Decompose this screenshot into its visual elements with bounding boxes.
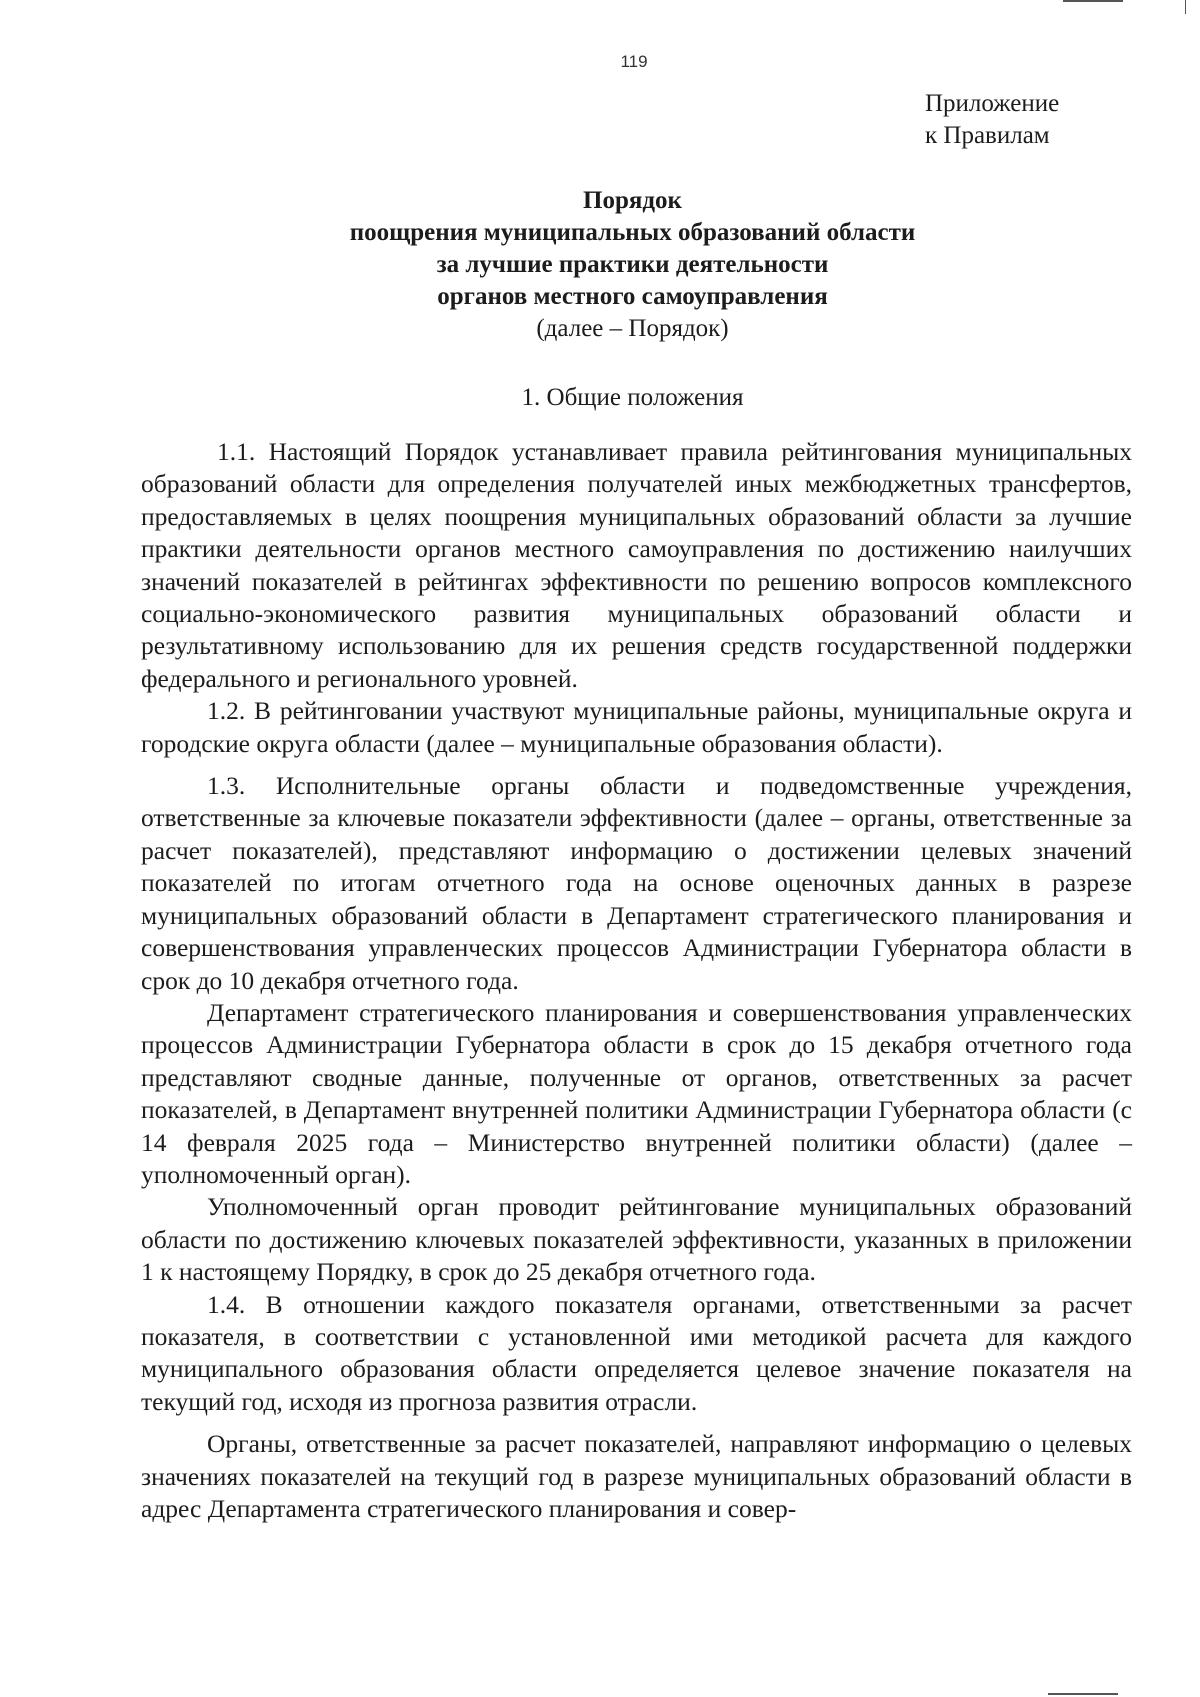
scan-artifact-edge (1185, 0, 1186, 14)
paragraph-authorized-body: Уполномоченный орган проводит рейтингование муниципальных образований области по достижению ключевых показателей эффективности, указанных в приложении 1 к настоящему Порядку, в срок до 25 декабря отчетного года. (141, 1192, 1132, 1287)
title-line-5: (далее – Порядок) (536, 315, 729, 342)
paragraph-responsible-bodies: Органы, ответственные за расчет показателей, направляют информацию о целевых значениях показателей на текущий год в разрезе муниципальных образований области в адрес Департамента стратегического планирования и совер- (141, 1429, 1132, 1523)
paragraph-1-1: 1.1. Настоящий Порядок устанавливает правила рейтингования муниципальных образований области для определения получателей иных межбюджетных трансфертов, предоставляемых в целях поощрения муниципальных образований области за лучшие практики деятельности органов местного самоуправления по достижению наилучших значений показателей в рейтингах эффективности по решению вопросов комплексного социально-экономического развития муниципальных образований области и результативному использованию для их решения средств государственной поддержки федерального и регионального уровней. (141, 437, 1132, 693)
paragraph-department: Департамент стратегического планирования и совершенствования управленческих процессов Администрации Губернатора области в срок до 15 декабря отчетного года представляют сводные данные, полученные от органов, ответственных за расчет показателей, в Департамент внутренней политики Администрации Губернатора области (с 14 февраля 2025 года – Министерство внутренней политики области) (далее – уполномоченный орган). (141, 997, 1132, 1189)
scan-artifact-top (1063, 0, 1123, 2)
appendix-note (925, 88, 1059, 152)
page-number: 119 (620, 52, 648, 71)
paragraph-1-2: 1.2. В рейтинговании участвуют муниципальные районы, муниципальные округа и городские округа области (далее – муниципальные образования области). (141, 696, 1132, 758)
appendix-line-2: к Правилам (925, 122, 1050, 149)
scan-artifact-bottom (1048, 1693, 1118, 1695)
title-line-3: за лучшие практики деятельности (436, 251, 829, 278)
title-line-4: органов местного самоуправления (437, 283, 828, 310)
section-heading: 1. Общие положения (521, 384, 744, 411)
title-line-1: Порядок (583, 187, 682, 214)
document-body (141, 436, 1132, 1525)
appendix-line-1: Приложение (925, 90, 1060, 117)
paragraph-1-3: 1.3. Исполнительные органы области и подведомственные учреждения, ответственные за ключевые показатели эффективности (далее – органы, ответственные за расчет показателей), представляют информацию о достижении целевых значений показателей по итогам отчетного года на основе оценочных данных в разрезе муниципальных образований области в Департамент стратегического планирования и совершенствования управленческих процессов Администрации Губернатора области в срок до 10 декабря отчетного года. (141, 771, 1132, 995)
paragraph-1-4: 1.4. В отношении каждого показателя органами, ответственными за расчет показателя, в соответствии с установленной ими методикой расчета для каждого муниципального образования области определяется целевое значение показателя на текущий год, исходя из прогноза развития отрасли. (141, 1289, 1132, 1416)
title-line-2: поощрения муниципальных образований области (349, 219, 916, 246)
document-title (110, 185, 1155, 345)
